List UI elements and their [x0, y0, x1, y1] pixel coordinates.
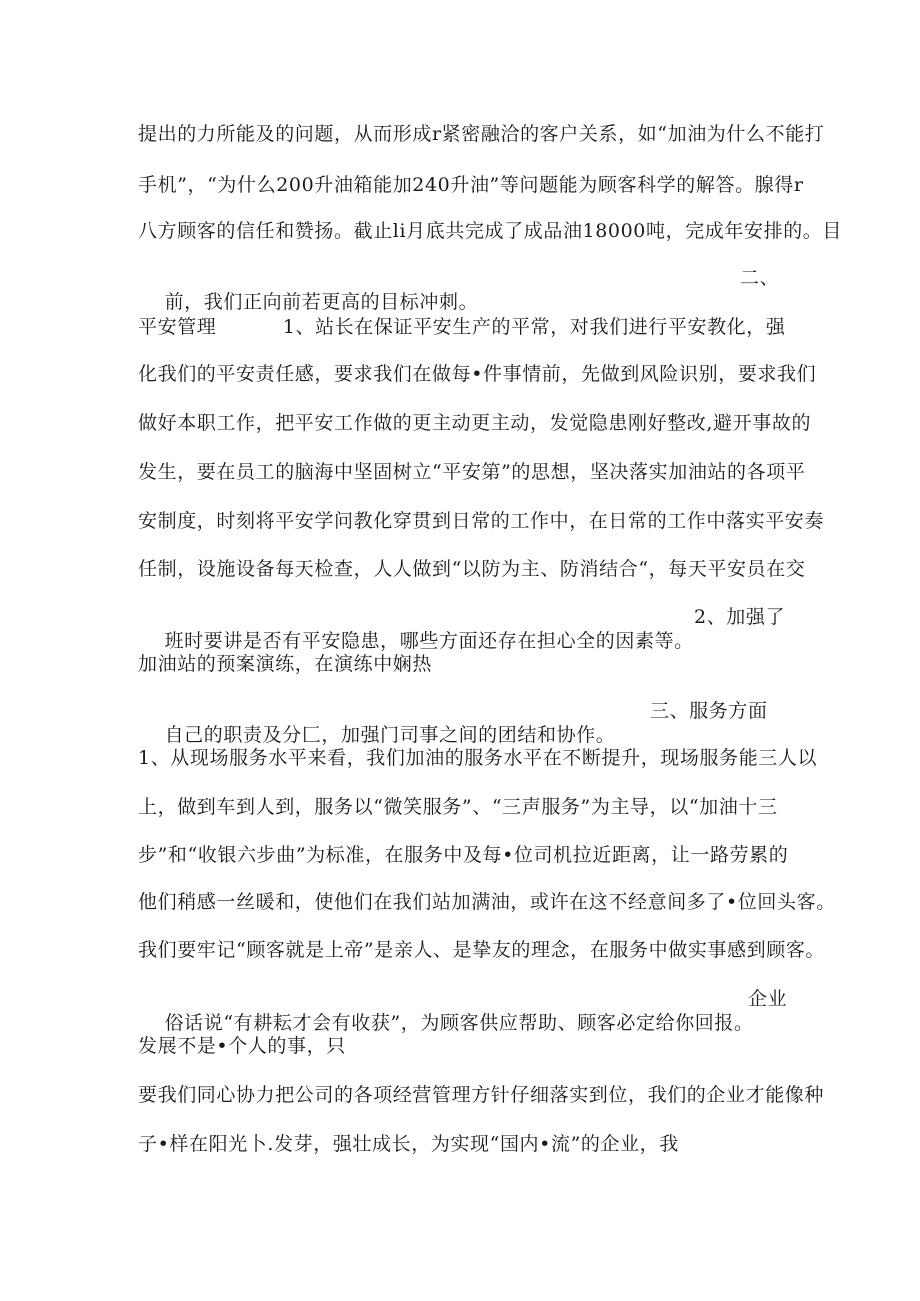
line-19-right-fragment: 企业	[748, 988, 788, 1010]
line-19-text: 俗话说“有耕耘才会有收获”，为顾客供应帮助、顾客必定给你回报。	[164, 1012, 754, 1034]
paragraph-line-20: 发展不是•个人的事，只	[138, 1035, 346, 1057]
section-heading-2-number: 二、	[740, 267, 780, 289]
paragraph-line-15: 上，做到车到人到，服务以“微笑服务”、“三声服务”为主导，以“加油十三	[138, 796, 778, 818]
line-11-text: 班时要讲是否有平安隐患，哪些方面还存在担心全的因素等。	[164, 630, 694, 652]
paragraph-line-5: 平安管理 1、站长在保证平安生产的平常，对我们进行平安教化，强	[138, 316, 786, 338]
paragraph-line-16: 步”和“收银六步曲”为标准，在服务中及每•位司机拉近距离，让一路劳累的	[138, 844, 789, 866]
paragraph-line-3: 八方顾客的信任和赞扬。截止li月底共完成了成品油18000吨，完成年安排的。目	[138, 220, 842, 242]
paragraph-line-1: 提出的力所能及的问题，从而形成r紧密融洽的客户关系，如“加油为什么不能打	[138, 123, 825, 145]
paragraph-line-14: 1、从现场服务水平来看，我们加油的服务水平在不断提升，现场服务能三人以	[138, 747, 818, 769]
paragraph-line-6: 化我们的平安责任感，要求我们在做每•件事情前，先做到风险识别，要求我们	[138, 363, 817, 385]
section-heading-3: 三、服务方面	[650, 700, 768, 722]
paragraph-line-7: 做好本职工作，把平安工作做的更主动更主动，发觉隐患刚好整改,避开事故的	[138, 412, 812, 434]
paragraph-line-4	[138, 266, 778, 362]
paragraph-line-18: 我们要牢记“顾客就是上帝”是亲人、是挚友的理念，在服务中做实事感到顾客。	[138, 939, 826, 961]
line-11-right-fragment: 2、加强了	[694, 606, 786, 628]
paragraph-line-17: 他们稍感一丝暖和，使他们在我们站加满油，或许在这不经意间多了•位回头客。	[138, 891, 836, 913]
paragraph-line-2: 手机”，“为什么200升油箱能加240升油”等问题能为顾客科学的解答。腺得r	[138, 174, 804, 196]
line-4-text: 前，我们正向前若更高的目标冲刺。	[164, 291, 479, 313]
paragraph-line-10: 任制，设施设备每天检查，人人做到“以防为主、防消结合“，每天平安员在交	[138, 558, 806, 580]
line-13-text: 自己的职责及分匚，加强门司事之间的团结和协作。	[164, 724, 616, 746]
paragraph-line-22: 子•样在阳光卜.发芽，强壮成长，为实现“国内•流”的企业，我	[138, 1133, 679, 1155]
paragraph-line-8: 发生，要在员工的脑海中坚固树立“平安第”的思想，坚决落实加油站的各项平	[138, 461, 806, 483]
paragraph-line-12: 加油站的预案演练，在演练中娴热	[138, 653, 433, 675]
paragraph-line-21: 要我们同心协力把公司的各项经营管理方针仔细落实到位，我们的企业才能像种	[138, 1084, 825, 1106]
paragraph-line-9: 安制度，时刻将平安学问教化穿贯到日常的工作中，在日常的工作中落实平安奏	[138, 510, 825, 532]
